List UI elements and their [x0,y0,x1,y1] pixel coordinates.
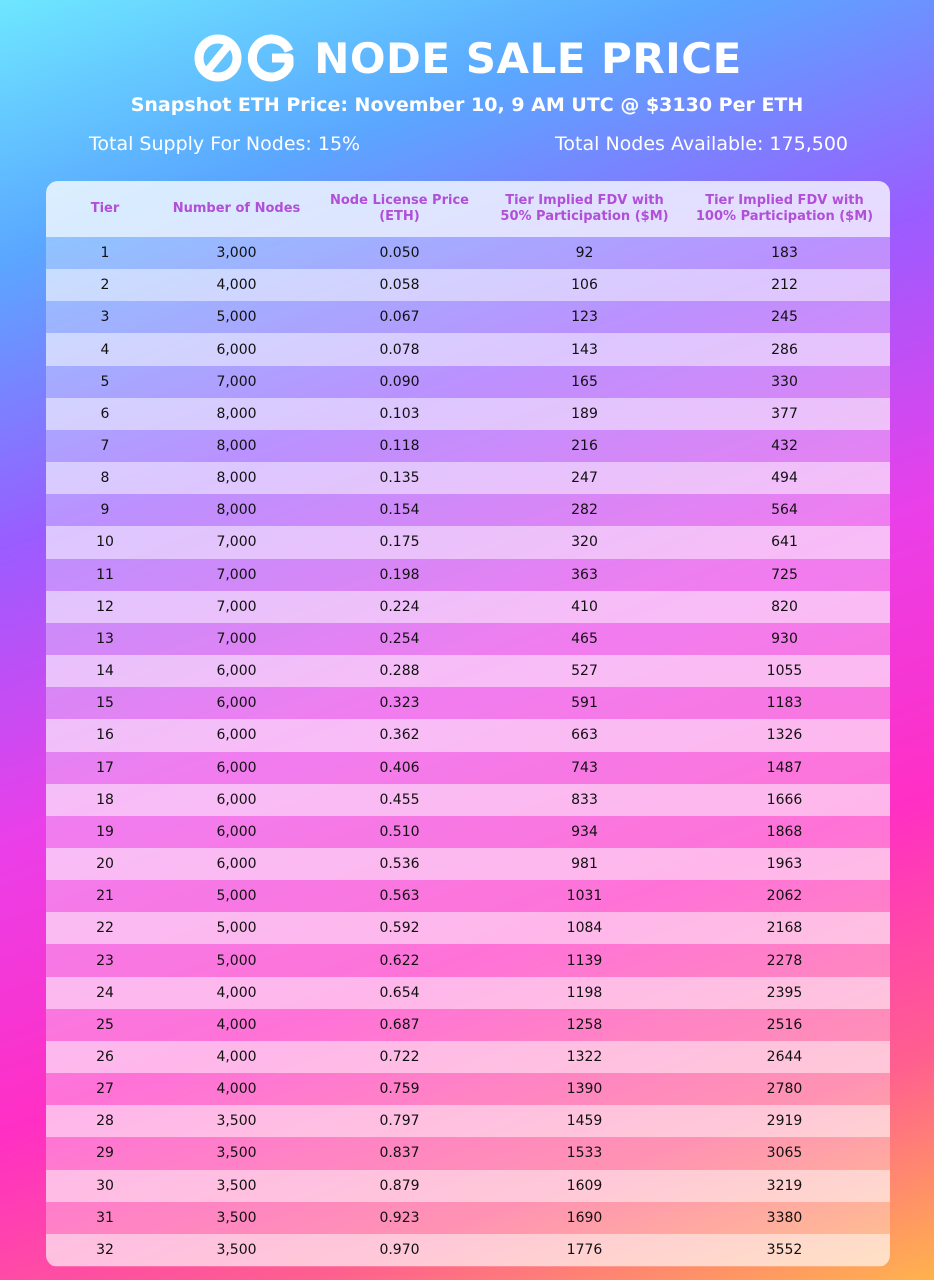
cell-tier: 19 [96,823,114,840]
cell-license-price: 0.090 [379,373,420,390]
cell-fdv-50: 663 [571,727,598,744]
cell-fdv-50: 1609 [566,1177,603,1194]
column-header-tier: Tier [90,201,120,216]
cell-fdv-50: 743 [571,759,598,776]
cell-license-price: 0.406 [379,759,420,776]
cell-fdv-100: 2919 [766,1113,803,1130]
cell-fdv-100: 183 [771,245,798,262]
cell-number-of-nodes: 5,000 [216,309,257,326]
cell-tier: 23 [96,952,114,969]
cell-license-price: 0.654 [379,984,420,1001]
cell-number-of-nodes: 6,000 [216,856,257,873]
table-row [46,462,890,494]
cell-fdv-100: 3552 [766,1241,803,1258]
cell-tier: 4 [100,341,110,358]
cell-license-price: 0.118 [379,438,420,455]
cell-fdv-50: 591 [571,695,598,712]
cell-fdv-100: 3065 [766,1145,803,1162]
table-row [46,687,890,719]
cell-number-of-nodes: 3,000 [216,245,257,262]
cell-tier: 12 [96,598,114,615]
table-row [46,526,890,558]
cell-fdv-100: 930 [771,630,798,647]
cell-fdv-50: 282 [571,502,598,519]
cell-number-of-nodes: 3,500 [216,1177,257,1194]
table-row [46,269,890,301]
table-row [46,494,890,526]
table-row [46,430,890,462]
table-row [46,848,890,880]
cell-license-price: 0.362 [379,727,420,744]
cell-number-of-nodes: 5,000 [216,952,257,969]
cell-fdv-100: 2395 [766,984,803,1001]
table-row [46,1105,890,1137]
cell-tier: 25 [96,1016,114,1033]
cell-number-of-nodes: 6,000 [216,823,257,840]
pricing-table [46,181,890,1267]
cell-number-of-nodes: 7,000 [216,566,257,583]
cell-license-price: 0.923 [379,1209,420,1226]
cell-number-of-nodes: 8,000 [216,502,257,519]
cell-fdv-50: 527 [571,663,598,680]
cell-number-of-nodes: 6,000 [216,695,257,712]
cell-tier: 30 [96,1177,114,1194]
cell-number-of-nodes: 4,000 [216,1048,257,1065]
table-row [46,784,890,816]
cell-fdv-100: 245 [771,309,798,326]
cell-tier: 2 [100,277,110,294]
cell-fdv-100: 1326 [766,727,803,744]
cell-number-of-nodes: 7,000 [216,598,257,615]
cell-fdv-50: 123 [571,309,598,326]
0g-logo-icon [192,30,296,86]
table-row [46,1170,890,1202]
cell-tier: 29 [96,1145,114,1162]
page-header [0,0,934,180]
cell-tier: 1 [100,245,110,262]
table-row [46,719,890,751]
cell-fdv-50: 165 [571,373,598,390]
cell-fdv-100: 2780 [766,1081,803,1098]
cell-license-price: 0.970 [379,1241,420,1258]
cell-fdv-100: 2516 [766,1016,803,1033]
column-header-fdv-100: Tier Implied FDV with 100% Participation ($M) [695,193,874,224]
cell-tier: 21 [96,888,114,905]
cell-fdv-50: 1533 [566,1145,603,1162]
cell-license-price: 0.154 [379,502,420,519]
cell-tier: 16 [96,727,114,744]
cell-tier: 9 [100,502,110,519]
cell-fdv-100: 564 [771,502,798,519]
cell-fdv-50: 1322 [566,1048,603,1065]
cell-license-price: 0.175 [379,534,420,551]
cell-fdv-100: 2168 [766,920,803,937]
table-row [46,366,890,398]
cell-number-of-nodes: 4,000 [216,277,257,294]
table-row [46,559,890,591]
total-nodes-text: Total Nodes Available: 175,500 [555,133,848,155]
cell-license-price: 0.455 [379,791,420,808]
table-row [46,977,890,1009]
cell-license-price: 0.759 [379,1081,420,1098]
cell-tier: 6 [100,405,110,422]
cell-number-of-nodes: 3,500 [216,1209,257,1226]
cell-fdv-50: 1084 [566,920,603,937]
cell-fdv-100: 820 [771,598,798,615]
cell-number-of-nodes: 6,000 [216,791,257,808]
cell-fdv-100: 1868 [766,823,803,840]
snapshot-subtitle: Snapshot ETH Price: November 10, 9 AM UTC @ $3130 Per ETH [130,94,804,116]
cell-license-price: 0.592 [379,920,420,937]
table-row [46,912,890,944]
cell-fdv-50: 1776 [566,1241,603,1258]
cell-tier: 13 [96,630,114,647]
cell-fdv-50: 981 [571,856,598,873]
cell-fdv-100: 641 [771,534,798,551]
cell-number-of-nodes: 6,000 [216,759,257,776]
cell-tier: 17 [96,759,114,776]
cell-tier: 10 [96,534,114,551]
cell-fdv-100: 432 [771,438,798,455]
cell-license-price: 0.563 [379,888,420,905]
cell-fdv-50: 1690 [566,1209,603,1226]
cell-fdv-50: 106 [571,277,598,294]
table-row [46,880,890,912]
cell-license-price: 0.078 [379,341,420,358]
cell-license-price: 0.058 [379,277,420,294]
page-title: NODE SALE PRICE [314,33,742,83]
cell-license-price: 0.510 [379,823,420,840]
cell-number-of-nodes: 6,000 [216,663,257,680]
cell-number-of-nodes: 7,000 [216,373,257,390]
cell-fdv-50: 465 [571,630,598,647]
cell-fdv-50: 363 [571,566,598,583]
table-row [46,752,890,784]
cell-number-of-nodes: 8,000 [216,405,257,422]
cell-fdv-100: 1055 [766,663,803,680]
cell-license-price: 0.879 [379,1177,420,1194]
cell-number-of-nodes: 3,500 [216,1241,257,1258]
cell-tier: 24 [96,984,114,1001]
cell-fdv-50: 1139 [566,952,603,969]
cell-license-price: 0.797 [379,1113,420,1130]
cell-license-price: 0.722 [379,1048,420,1065]
table-row [46,301,890,333]
cell-license-price: 0.254 [379,630,420,647]
table-row [46,398,890,430]
cell-fdv-50: 410 [571,598,598,615]
cell-license-price: 0.536 [379,856,420,873]
cell-tier: 14 [96,663,114,680]
cell-tier: 5 [100,373,110,390]
cell-tier: 18 [96,791,114,808]
cell-fdv-100: 1666 [766,791,803,808]
table-body [46,237,890,1266]
title-row [0,26,934,90]
table-row [46,1041,890,1073]
cell-fdv-100: 377 [771,405,798,422]
cell-tier: 15 [96,695,114,712]
cell-fdv-100: 1487 [766,759,803,776]
column-header-fdv-50: Tier Implied FDV with 50% Participation ($M) [500,193,669,224]
table-row [46,1234,890,1266]
cell-fdv-100: 3219 [766,1177,803,1194]
cell-number-of-nodes: 3,500 [216,1113,257,1130]
cell-fdv-100: 330 [771,373,798,390]
cell-number-of-nodes: 8,000 [216,438,257,455]
cell-tier: 20 [96,856,114,873]
cell-tier: 8 [100,470,110,487]
cell-fdv-100: 494 [771,470,798,487]
table-row [46,591,890,623]
table-row [46,816,890,848]
cell-fdv-50: 1031 [566,888,603,905]
cell-license-price: 0.050 [379,245,420,262]
table-row [46,1137,890,1169]
cell-fdv-50: 92 [575,245,594,262]
cell-number-of-nodes: 6,000 [216,341,257,358]
cell-license-price: 0.837 [379,1145,420,1162]
column-header-node-license-price: Node License Price (ETH) [330,193,469,224]
cell-fdv-100: 725 [771,566,798,583]
cell-tier: 26 [96,1048,114,1065]
cell-tier: 32 [96,1241,114,1258]
cell-tier: 7 [100,438,110,455]
cell-fdv-100: 2644 [766,1048,803,1065]
cell-fdv-100: 286 [771,341,798,358]
cell-tier: 3 [100,309,110,326]
cell-fdv-100: 2278 [766,952,803,969]
table-row [46,1202,890,1234]
cell-license-price: 0.067 [379,309,420,326]
cell-number-of-nodes: 6,000 [216,727,257,744]
cell-fdv-100: 212 [771,277,798,294]
cell-license-price: 0.323 [379,695,420,712]
cell-fdv-50: 934 [571,823,598,840]
cell-license-price: 0.622 [379,952,420,969]
cell-license-price: 0.288 [379,663,420,680]
cell-number-of-nodes: 4,000 [216,1081,257,1098]
cell-number-of-nodes: 4,000 [216,984,257,1001]
cell-tier: 28 [96,1113,114,1130]
cell-license-price: 0.135 [379,470,420,487]
cell-number-of-nodes: 7,000 [216,630,257,647]
cell-number-of-nodes: 3,500 [216,1145,257,1162]
cell-fdv-50: 320 [571,534,598,551]
cell-fdv-50: 189 [571,405,598,422]
cell-tier: 31 [96,1209,114,1226]
table-row [46,1009,890,1041]
cell-fdv-50: 1459 [566,1113,603,1130]
table-row [46,333,890,365]
cell-tier: 11 [96,566,114,583]
cell-number-of-nodes: 7,000 [216,534,257,551]
cell-fdv-100: 1963 [766,856,803,873]
cell-number-of-nodes: 5,000 [216,920,257,937]
table-row [46,237,890,269]
cell-number-of-nodes: 8,000 [216,470,257,487]
table-row [46,1073,890,1105]
table-row [46,655,890,687]
table-row [46,944,890,976]
cell-license-price: 0.224 [379,598,420,615]
cell-license-price: 0.103 [379,405,420,422]
column-header-number-of-nodes: Number of Nodes [172,201,301,216]
cell-tier: 22 [96,920,114,937]
cell-license-price: 0.198 [379,566,420,583]
table-header [46,181,890,237]
cell-fdv-50: 216 [571,438,598,455]
cell-fdv-50: 833 [571,791,598,808]
cell-fdv-100: 3380 [766,1209,803,1226]
table-row [46,623,890,655]
cell-tier: 27 [96,1081,114,1098]
total-supply-text: Total Supply For Nodes: 15% [89,133,361,155]
cell-fdv-50: 1390 [566,1081,603,1098]
cell-number-of-nodes: 5,000 [216,888,257,905]
cell-fdv-50: 247 [571,470,598,487]
cell-number-of-nodes: 4,000 [216,1016,257,1033]
cell-fdv-100: 1183 [766,695,803,712]
cell-fdv-100: 2062 [766,888,803,905]
cell-fdv-50: 1198 [566,984,603,1001]
cell-fdv-50: 1258 [566,1016,603,1033]
cell-fdv-50: 143 [571,341,598,358]
cell-license-price: 0.687 [379,1016,420,1033]
